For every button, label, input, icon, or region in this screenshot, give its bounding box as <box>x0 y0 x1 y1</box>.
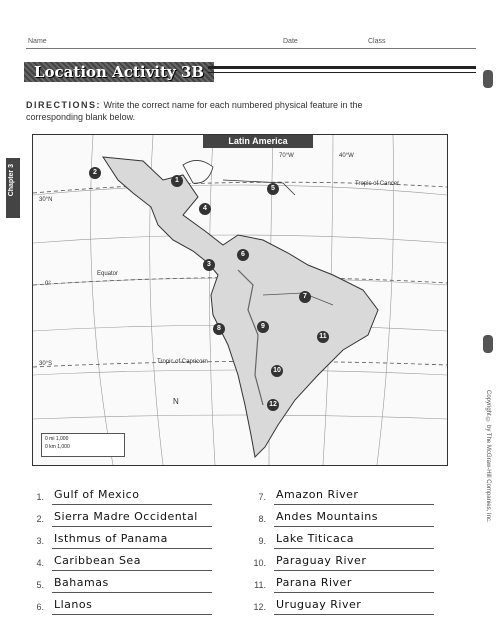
title-rule-thin <box>208 72 476 73</box>
answer-number: 7. <box>258 492 266 502</box>
directions <box>26 99 406 123</box>
lat-0-label: 0° <box>45 281 51 287</box>
tropic-of-capricorn-label: Tropic of Capricorn <box>157 359 208 365</box>
answer-text: Parana River <box>276 576 352 589</box>
north-arrow: N <box>173 397 179 406</box>
answer-text: Paraguay River <box>276 554 367 567</box>
answer-number: 4. <box>36 558 44 568</box>
title-rule <box>208 66 476 69</box>
name-label: Name <box>28 38 47 45</box>
date-label: Date <box>283 38 298 45</box>
map-marker-10: 10 <box>271 365 283 377</box>
answer-number: 12. <box>253 602 266 612</box>
punch-hole <box>483 335 493 353</box>
map-marker-3: 3 <box>203 259 215 271</box>
equator-label: Equator <box>97 271 119 277</box>
chapter-side-tab <box>6 158 20 218</box>
lon-40w-label: 40°W <box>339 153 354 159</box>
class-label: Class <box>368 38 386 45</box>
answer-number: 10. <box>253 558 266 568</box>
tropic-of-cancer-label: Tropic of Cancer <box>355 181 400 187</box>
chapter-tab-label: Chapter 3 <box>8 164 15 197</box>
answer-text: Llanos <box>54 598 93 611</box>
map-marker-7: 7 <box>299 291 311 303</box>
answer-number: 3. <box>36 536 44 546</box>
map-marker-1: 1 <box>171 175 183 187</box>
title-bar <box>24 62 476 82</box>
answer-number: 6. <box>36 602 44 612</box>
answer-number: 2. <box>36 514 44 524</box>
answer-text: Sierra Madre Occidental <box>54 510 198 523</box>
answer-text: Andes Mountains <box>276 510 378 523</box>
answer-number: 5. <box>36 580 44 590</box>
answer-number: 1. <box>36 492 44 502</box>
answer-number: 11. <box>254 580 266 590</box>
scale-km: 0 km 1,000 <box>45 444 70 450</box>
answer-text: Caribbean Sea <box>54 554 141 567</box>
map-marker-2: 2 <box>89 167 101 179</box>
punch-hole <box>483 70 493 88</box>
lon-70w-label: 70°W <box>279 153 294 159</box>
lat-30n-label: 30°N <box>39 197 53 203</box>
map-marker-6: 6 <box>237 249 249 261</box>
map-marker-5: 5 <box>267 183 279 195</box>
page-title: Location Activity 3B <box>24 62 214 82</box>
latin-america-map <box>32 134 448 466</box>
map-marker-11: 11 <box>317 331 329 343</box>
answer-text: Uruguay River <box>276 598 362 611</box>
scale-miles: 0 mi 1,000 <box>45 436 69 442</box>
map-title: Latin America <box>203 135 313 148</box>
answer-number: 8. <box>258 514 266 524</box>
map-marker-12: 12 <box>267 399 279 411</box>
header-rule <box>26 48 476 49</box>
map-marker-8: 8 <box>213 323 225 335</box>
map-marker-9: 9 <box>257 321 269 333</box>
map-marker-4: 4 <box>199 203 211 215</box>
directions-label: DIRECTIONS: <box>26 100 101 110</box>
answer-number: 9. <box>258 536 266 546</box>
answer-text: Amazon River <box>276 488 359 501</box>
answer-text: Isthmus of Panama <box>54 532 168 545</box>
map-scale <box>41 433 125 457</box>
lat-30s-label: 30°S <box>39 361 53 367</box>
answer-text: Bahamas <box>54 576 109 589</box>
directions-text: Write the correct name for each numbered physical feature in the corresponding blank below. <box>26 100 363 122</box>
answer-text: Lake Titicaca <box>276 532 354 545</box>
copyright-notice: Copyright © by The McGraw-Hill Companies, Inc. <box>485 390 491 523</box>
answer-text: Gulf of Mexico <box>54 488 140 501</box>
